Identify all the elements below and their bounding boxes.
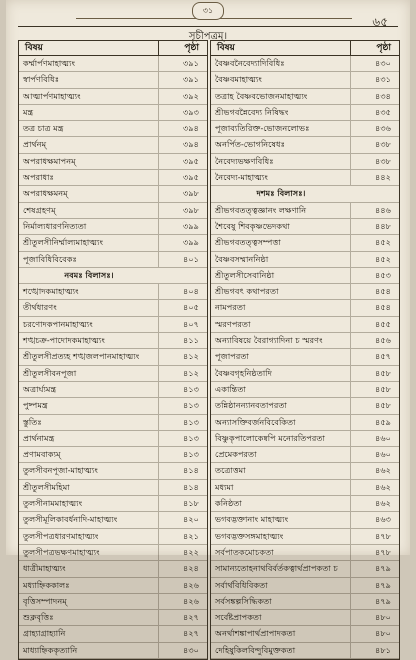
toc-row [211, 447, 399, 463]
toc-row [19, 561, 207, 577]
toc-page-number: ৩৯১ [158, 72, 207, 87]
toc-topic: অন্যাবিষয়ে বৈরাগ্যাদিনা চ স্মরণং [215, 335, 323, 346]
toc-topic: তুলসীপত্রভক্ষণমাহাত্ম্যং [23, 546, 100, 557]
toc-row [19, 72, 207, 88]
toc-topic: প্রণামবাক্যম্ [23, 449, 61, 460]
toc-page-number: ৪৭৯ [350, 594, 399, 609]
toc-page-number: ৩৯৫ [158, 170, 207, 185]
toc-topic: তুলসীনামমাহাত্ম্যং [23, 498, 83, 509]
toc-row [211, 610, 399, 626]
toc-page-number: ৪০৫ [158, 300, 207, 315]
toc-row [19, 415, 207, 431]
toc-row [19, 545, 207, 561]
toc-topic: সর্বসঙ্কল্পসিদ্ধিকতা [215, 595, 272, 606]
page-number: ৬৫ [372, 15, 388, 29]
toc-row [19, 56, 207, 72]
toc-topic: পূজাবিধিবিবেকঃ [23, 253, 77, 264]
toc-row [211, 219, 399, 235]
toc-page-number: ৪১১ [158, 333, 207, 348]
toc-topic: বৈষ্ণবগৃহনিষ্ঠতাদি [215, 367, 272, 378]
toc-topic: অত্রার্ঘ্যমন্ত্র [23, 383, 57, 394]
toc-row [211, 561, 399, 577]
toc-page-number: ৪৬০ [350, 431, 399, 446]
toc-row [19, 333, 207, 349]
toc-row [211, 594, 399, 610]
toc-topic: প্রার্থনামন্ত্র [23, 432, 55, 443]
toc-topic: তুলসীমূলিকাবর্ধনাদি-মাহাত্ম্যং [23, 514, 118, 525]
toc-topic: বৈষ্ণবনৈবেদ্যাদিবিধিঃ [215, 58, 285, 68]
toc-topic: অপরাধক্ষমাপনম্ [23, 155, 76, 166]
toc-topic: শ্রীতুলসীসেবানিষ্ঠা [215, 269, 275, 280]
toc-topic: তীর্থধারণং [23, 302, 57, 313]
toc-row [211, 154, 399, 170]
toc-page-number: ৪৩১ [350, 72, 399, 87]
toc-page-number: ৩৯৮ [158, 186, 207, 201]
toc-topic: শ্রীভগবন্নৈবেদ্য নিষিদ্ধং [215, 106, 289, 117]
toc-page-number: ৩৯৯ [158, 235, 207, 250]
toc-page-number: ৪২২ [158, 545, 207, 560]
toc-page-number [159, 268, 207, 283]
toc-row [211, 89, 399, 105]
toc-page-number: ৪০৭ [158, 317, 207, 332]
toc-row [19, 121, 207, 137]
toc-row [211, 317, 399, 333]
toc-page-number: ৪১৩ [158, 447, 207, 462]
toc-row [19, 578, 207, 594]
toc-topic: কনিষ্ঠতা [215, 498, 242, 509]
toc-row [211, 105, 399, 121]
toc-topic: সামান্যতোহনাথবির্বর্তকত্বার্থপ্রাপকতা চ [215, 563, 338, 574]
toc-row [211, 545, 399, 561]
toc-page-number: ৪০৪ [158, 284, 207, 299]
book-page [6, 0, 410, 655]
toc-page-number: ৪৩০ [158, 643, 207, 658]
toc-page-number: ৪৩৪ [350, 89, 399, 104]
toc-page-number: ৪৬২ [350, 480, 399, 495]
ornament-medallion: ৩১ [192, 2, 224, 20]
toc-topic: শ্রীভগবতত্ত্বসম্পত্তা [215, 237, 281, 248]
toc-row [211, 431, 399, 447]
toc-row [19, 89, 207, 105]
toc-page-number: ৪১৩ [158, 431, 207, 446]
toc-page-number: ৪১৩ [158, 415, 207, 430]
toc-right-header [211, 40, 399, 56]
toc-row [19, 431, 207, 447]
toc-row [19, 529, 207, 545]
toc-topic: শেষগ্রহণম্ [23, 204, 56, 215]
toc-page-number: ৪৫৮ [350, 366, 399, 381]
toc-topic: শ্রীতুলসীনির্ম্মাল্যমাহাত্ম্যং [23, 237, 104, 248]
chapter-heading-row [211, 186, 399, 202]
toc-row [211, 121, 399, 137]
toc-topic: ধাত্রীমাহাত্ম্যং [23, 563, 66, 574]
toc-page-number: ৪৫৮ [350, 398, 399, 413]
toc-page-number: ৪৭৯ [350, 561, 399, 576]
toc-topic: পূজাব্যতিরিক্ত-ভোজনলোভঃ [215, 123, 310, 134]
toc-topic: সর্বেষ্টপ্রাপকতা [215, 612, 262, 623]
toc-topic: তত্রাহ বৈষ্ণবভোজনমাহাত্ম্যং [215, 90, 308, 101]
toc-row [211, 235, 399, 251]
toc-topic: অনর্থাশঙ্কাপার্থপ্রাপাদকতা [215, 628, 296, 639]
toc-page-number: ৩৯২ [158, 89, 207, 104]
toc-row [211, 366, 399, 382]
toc-page-number: ৪২৬ [158, 578, 207, 593]
toc-row [211, 512, 399, 528]
toc-page-number: ৪৫৪ [350, 284, 399, 299]
toc-topic: শৈবেষু শিবকৃষ্ণভেদকথা [215, 220, 290, 231]
toc-row [211, 268, 399, 284]
toc-row [19, 349, 207, 365]
toc-topic: সর্বার্থবিধিবিকতা [215, 579, 268, 590]
toc-right-rows [211, 56, 399, 659]
toc-topic: তুলসীবনপূজা-মাহাত্ম্যং [23, 465, 98, 476]
toc-page-number: ৪১৩ [158, 398, 207, 413]
toc-page-number: ৪২৭ [158, 610, 207, 625]
toc-topic: মন্ত্র [23, 106, 34, 117]
toc-page-number: ৪১৩ [158, 382, 207, 397]
toc-topic: ভগবদ্ভক্তানাং মাহাত্ম্যং [215, 514, 289, 525]
toc-topic: মাধ্যাহ্নিককৃত্যানি [23, 644, 78, 655]
toc-page-number: ৪৪৮ [350, 219, 399, 234]
toc-page-number: ৪১২ [158, 349, 207, 364]
toc-page-number: ৪৩৮ [350, 137, 399, 152]
toc-topic: চরণোদকপানমাহাত্ম্যং [23, 318, 93, 329]
toc-topic: ভগবদ্ভক্তসঙ্গমাহাত্ম্যং [215, 530, 284, 541]
toc-topic: অপরাধক্ষমনম্ [23, 188, 68, 199]
toc-page-number: ৪৭৮ [350, 545, 399, 560]
toc-row [19, 170, 207, 186]
toc-row [211, 56, 399, 72]
toc-row [19, 235, 207, 251]
toc-left-header [19, 40, 207, 56]
toc-topic: তন্নিষ্ঠানন্যানবতাপরতা [215, 400, 287, 411]
toc-row [19, 610, 207, 626]
toc-topic: প্রার্থনম্ [23, 139, 47, 150]
section-title: সূচীপত্রম্। [18, 26, 398, 46]
toc-page-number: ৪২১ [158, 529, 207, 544]
toc-row [211, 643, 399, 659]
toc-page-number: ৪৩৫ [350, 105, 399, 120]
toc-topic: তত্র চাত্র মন্ত্র [23, 123, 64, 134]
toc-row [211, 480, 399, 496]
toc-row [19, 626, 207, 642]
toc-topic: স্বার্পণবিধিঃ [23, 74, 60, 85]
toc-page-number: ৪৬০ [350, 447, 399, 462]
toc-row [211, 529, 399, 545]
toc-topic: শ্রীতুলসীবনপূজা [23, 367, 77, 378]
toc-row [211, 284, 399, 300]
toc-page-number: ৩৯৯ [158, 219, 207, 234]
toc-row [211, 398, 399, 414]
toc-topic: আত্মার্পণমাহাত্ম্যং [23, 90, 81, 101]
toc-topic: শুক্লবৃত্তিঃ [23, 612, 54, 623]
chapter-heading: নবমঃ বিলাসঃ। [64, 269, 114, 280]
toc-page-number: ৪৭৮ [350, 529, 399, 544]
toc-row [211, 137, 399, 153]
col-page-heading: পৃষ্ঠা [158, 41, 207, 55]
toc-page-number: ৪১৮ [158, 496, 207, 511]
toc-row [19, 284, 207, 300]
col-topic-heading: বিষয় [25, 43, 43, 53]
toc-row [19, 186, 207, 202]
toc-page-number: ৪৫২ [350, 235, 399, 250]
toc-row [19, 154, 207, 170]
toc-row [19, 480, 207, 496]
toc-row [211, 333, 399, 349]
toc-page-number: ৪১২ [158, 366, 207, 381]
toc-topic: শ্রীতুলসীপ্রত্যহ শঙ্খজলপানমাহাত্ম্যং [23, 351, 140, 362]
toc-row [19, 317, 207, 333]
toc-row [211, 349, 399, 365]
toc-topic: কর্ম্মার্পণমাহাত্ম্যং [23, 58, 76, 68]
toc-row [19, 137, 207, 153]
toc-page-number: ৪৫৫ [350, 317, 399, 332]
toc-topic: বৈষ্ণবসম্মাননিষ্ঠা [215, 253, 269, 264]
toc-topic: সর্বপাতকমোচকতা [215, 546, 274, 557]
toc-page-number: ৪২৪ [158, 561, 207, 576]
toc-page-number: ৪৫৮ [350, 382, 399, 397]
toc-page-number: ৪৮১ [350, 643, 399, 658]
toc-topic: পূজাপরতা [215, 351, 249, 362]
toc-row [19, 398, 207, 414]
toc-topic: গ্রাহ্যাগ্রাহ্যানি [23, 628, 66, 639]
toc-page-number: ৪৬২ [350, 496, 399, 511]
toc-row [211, 72, 399, 88]
toc-page-number: ৪০১ [158, 252, 207, 267]
toc-page-number: ৩৯৩ [158, 105, 207, 120]
toc-row [19, 219, 207, 235]
toc-page-number: ৩৯৪ [158, 121, 207, 136]
toc-row [19, 512, 207, 528]
toc-page-number [351, 186, 399, 201]
toc-row [211, 300, 399, 316]
toc-topic: বৃত্তিসম্পাদনম্ [23, 595, 67, 606]
toc-page-number: ৪৪২ [350, 170, 399, 185]
toc-row [19, 643, 207, 659]
toc-row [19, 105, 207, 121]
toc-topic: স্তুতিঃ [23, 416, 42, 427]
toc-row [19, 382, 207, 398]
toc-topic: নৈবেদ্যভক্ষণবিধিঃ [215, 155, 274, 166]
toc-topic: নির্মাল্যধারণনিত্যতা [23, 220, 87, 231]
toc-topic: শ্রীভগবতত্ত্বজ্ঞানং লক্ষণানি [215, 204, 307, 215]
toc-page-number: ৪৩০ [350, 56, 399, 71]
toc-left-column [18, 40, 208, 660]
toc-page-number: ৪৫৭ [350, 349, 399, 364]
toc-row [19, 300, 207, 316]
toc-page-number: ৩৯১ [158, 56, 207, 71]
toc-row [19, 366, 207, 382]
toc-topic: প্রেমেকপরতা [215, 449, 257, 460]
toc-page-number: ৪১৪ [158, 480, 207, 495]
toc-row [19, 252, 207, 268]
col-topic-heading: বিষয় [217, 43, 235, 53]
toc-topic: নামপরতা [215, 302, 246, 313]
toc-page-number: ৩৯৪ [158, 137, 207, 152]
toc-row [211, 382, 399, 398]
toc-page-number: ৪৩৬ [350, 121, 399, 136]
toc-page-number: ৩৯৫ [158, 154, 207, 169]
toc-page-number: ৪৬৩ [350, 512, 399, 527]
toc-row [211, 252, 399, 268]
toc-topic: বৈষ্ণবমাহাত্ম্যং [215, 74, 262, 85]
toc-page-number: ৪৮০ [350, 626, 399, 641]
toc-row [19, 463, 207, 479]
toc-topic: মধ্যাহ্নিককালঃ [23, 579, 70, 590]
toc-row [211, 496, 399, 512]
toc-row [19, 594, 207, 610]
toc-row [211, 463, 399, 479]
toc-left-rows [19, 56, 207, 659]
toc-topic: তুলসীপত্রধারণমাহাত্ম্যং [23, 530, 99, 541]
toc-topic: অন্যাসক্তিবর্জনবিবেকিতা [215, 416, 296, 427]
toc-topic: দেহিষুকিলবিন্দুবিমুক্তকতা [215, 644, 296, 655]
toc-topic: শ্রীতুলসীমহিমা [23, 481, 70, 492]
toc-page-number: ৪৫৯ [350, 415, 399, 430]
toc-topic: পুষ্পমন্ত্র [23, 400, 48, 411]
toc-topic: শ্রীভগবৎ কথাপরতা [215, 286, 279, 297]
toc-topic: অনর্পিত-ভোগনিষেধঃ [215, 139, 285, 150]
toc-page-number: ৪৫৪ [350, 300, 399, 315]
toc-page-number: ৪২০ [158, 512, 207, 527]
toc-page-number: ৪৫৩ [350, 268, 399, 283]
toc-row [19, 496, 207, 512]
col-page-heading: পৃষ্ঠা [350, 41, 399, 55]
toc-page-number: ৪৫২ [350, 252, 399, 267]
toc-page-number: ৪৮০ [350, 610, 399, 625]
toc-page-number: ৪৬২ [350, 463, 399, 478]
toc-row [211, 203, 399, 219]
toc-right-column [210, 40, 400, 660]
toc-page-number: ৪২৭ [158, 626, 207, 641]
toc-page-number: ৩৯৮ [158, 203, 207, 218]
toc-row [211, 578, 399, 594]
toc-topic: নৈবেদ্য-মাহাত্ম্যং [215, 172, 268, 183]
chapter-heading-row [19, 268, 207, 284]
toc-row [211, 415, 399, 431]
toc-page-number: ৪৫৬ [350, 333, 399, 348]
toc-topic: অপরাধাঃ [23, 172, 54, 183]
toc-row [211, 626, 399, 642]
toc-topic: স্মরণপরতা [215, 318, 251, 329]
toc-topic: তত্রোত্তমা [215, 465, 246, 476]
toc-topic: একান্তিতা [215, 383, 246, 394]
toc-page-number: ৪৩৮ [350, 154, 399, 169]
toc-page-number: ৪৪৬ [350, 203, 399, 218]
toc-row [19, 447, 207, 463]
toc-topic: শঙ্খোদকমাহাত্ম্যং [23, 286, 79, 297]
chapter-heading: দশমঃ বিলাসঃ। [256, 188, 306, 199]
toc-row [211, 170, 399, 186]
toc-page-number: ৪১৪ [158, 463, 207, 478]
toc-topic: শঙ্খচক্র-পাদোদকমাহাত্ম্যং [23, 335, 105, 346]
toc-row [19, 203, 207, 219]
toc-topic: বিষ্ণুকৃপালোকেষ্বপি মনোরতিপরতা [215, 432, 325, 443]
toc-topic: মধ্যমা [215, 481, 234, 492]
toc-page-number: ৪৭৯ [350, 578, 399, 593]
toc-page-number: ৪২৬ [158, 594, 207, 609]
